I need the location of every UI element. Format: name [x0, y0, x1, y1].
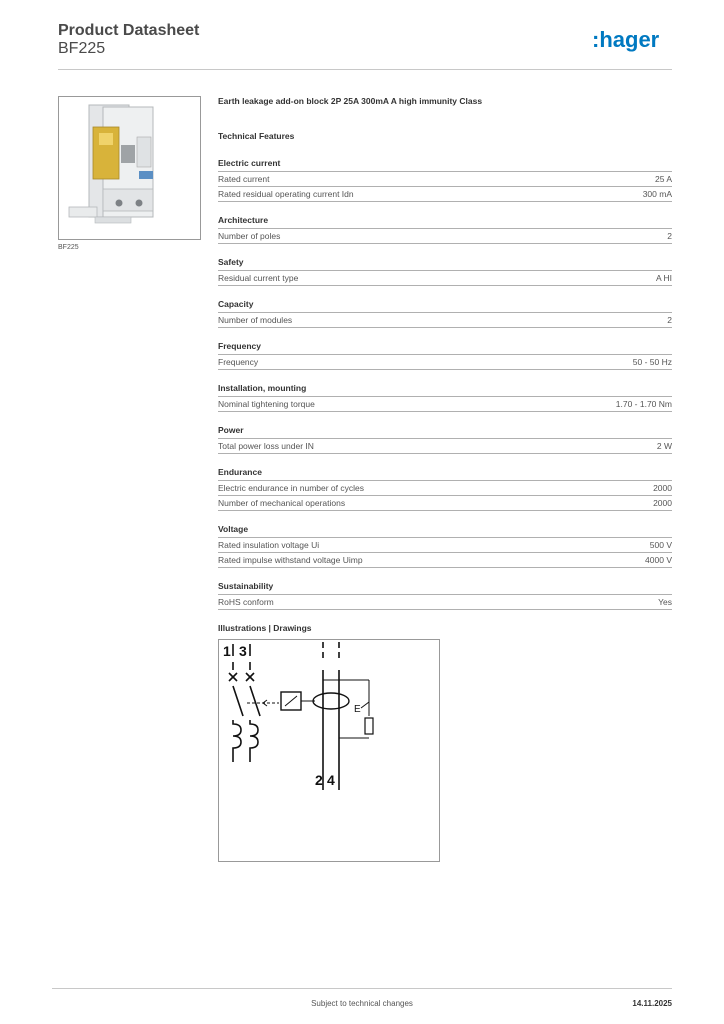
feature-row — [218, 355, 672, 370]
feature-value: 500 V — [649, 539, 672, 550]
product-photo — [58, 96, 201, 240]
photo-caption: BF225 — [58, 244, 79, 251]
technical-features-heading: Technical Features — [218, 131, 295, 141]
svg-text:1: 1 — [223, 643, 231, 659]
svg-text:4: 4 — [327, 772, 335, 788]
product-image — [59, 97, 200, 239]
feature-value: A HI — [655, 272, 672, 283]
feature-value: 4000 V — [645, 554, 672, 565]
feature-value: 2 — [667, 314, 672, 325]
wiring-diagram-svg — [219, 640, 439, 861]
feature-row — [218, 595, 672, 610]
footer-note: Subject to technical changes — [311, 999, 413, 1008]
feature-row — [218, 481, 672, 496]
svg-text:E: E — [354, 704, 361, 715]
page-header — [58, 22, 672, 70]
feature-row — [218, 496, 672, 511]
product-description: Earth leakage add-on block 2P 25A 300mA A high immunity Class — [218, 96, 483, 106]
illustrations-heading: Illustrations | Drawings — [218, 623, 312, 633]
page-footer — [52, 988, 672, 1014]
svg-text:3: 3 — [239, 643, 247, 659]
feature-value: 2000 — [653, 497, 672, 508]
feature-value: 2 W — [656, 440, 672, 451]
feature-section — [218, 383, 672, 412]
feature-label: Residual current type — [218, 272, 299, 283]
feature-section-title: Endurance — [218, 467, 672, 481]
feature-section-title: Voltage — [218, 524, 672, 538]
feature-value: 50 - 50 Hz — [632, 356, 672, 367]
svg-text::hager: :hager — [592, 28, 660, 52]
feature-section-title: Electric current — [218, 158, 672, 172]
feature-section — [218, 215, 672, 244]
feature-section — [218, 257, 672, 286]
feature-label: Rated impulse withstand voltage Uimp — [218, 554, 363, 565]
feature-label: RoHS conform — [218, 596, 274, 607]
feature-row — [218, 397, 672, 412]
svg-text:2: 2 — [315, 772, 323, 788]
main-content — [218, 96, 672, 862]
hager-logo — [592, 28, 672, 54]
feature-section — [218, 341, 672, 370]
feature-section — [218, 467, 672, 511]
feature-section-title: Capacity — [218, 299, 672, 313]
technical-features-list — [218, 158, 672, 610]
feature-value: 2 — [667, 230, 672, 241]
feature-label: Number of mechanical operations — [218, 497, 346, 508]
feature-row — [218, 313, 672, 328]
feature-section — [218, 524, 672, 568]
feature-value: 25 A — [654, 173, 672, 184]
feature-label: Rated insulation voltage Ui — [218, 539, 320, 550]
feature-row — [218, 553, 672, 568]
feature-row — [218, 172, 672, 187]
feature-row — [218, 538, 672, 553]
feature-label: Frequency — [218, 356, 259, 367]
feature-row — [218, 439, 672, 454]
feature-label: Nominal tightening torque — [218, 398, 315, 409]
feature-section — [218, 158, 672, 202]
feature-row — [218, 187, 672, 202]
feature-section-title: Frequency — [218, 341, 672, 355]
feature-label: Rated current — [218, 173, 270, 184]
document-title: Product Datasheet — [58, 22, 200, 39]
feature-section-title: Sustainability — [218, 581, 672, 595]
feature-value: Yes — [658, 596, 672, 607]
feature-section-title: Power — [218, 425, 672, 439]
feature-label: Total power loss under IN — [218, 440, 314, 451]
footer-date: 14.11.2025 — [632, 999, 672, 1008]
feature-value: 2000 — [653, 482, 672, 493]
feature-section — [218, 425, 672, 454]
feature-section-title: Safety — [218, 257, 672, 271]
feature-label: Number of poles — [218, 230, 281, 241]
feature-label: Electric endurance in number of cycles — [218, 482, 364, 493]
feature-section — [218, 299, 672, 328]
feature-row — [218, 229, 672, 244]
feature-section-title: Installation, mounting — [218, 383, 672, 397]
feature-label: Number of modules — [218, 314, 293, 325]
feature-label: Rated residual operating current Idn — [218, 188, 354, 199]
feature-section-title: Architecture — [218, 215, 672, 229]
feature-value: 1.70 - 1.70 Nm — [615, 398, 672, 409]
wiring-diagram — [218, 639, 440, 862]
feature-section — [218, 581, 672, 610]
feature-value: 300 mA — [642, 188, 672, 199]
product-reference: BF225 — [58, 40, 106, 57]
feature-row — [218, 271, 672, 286]
